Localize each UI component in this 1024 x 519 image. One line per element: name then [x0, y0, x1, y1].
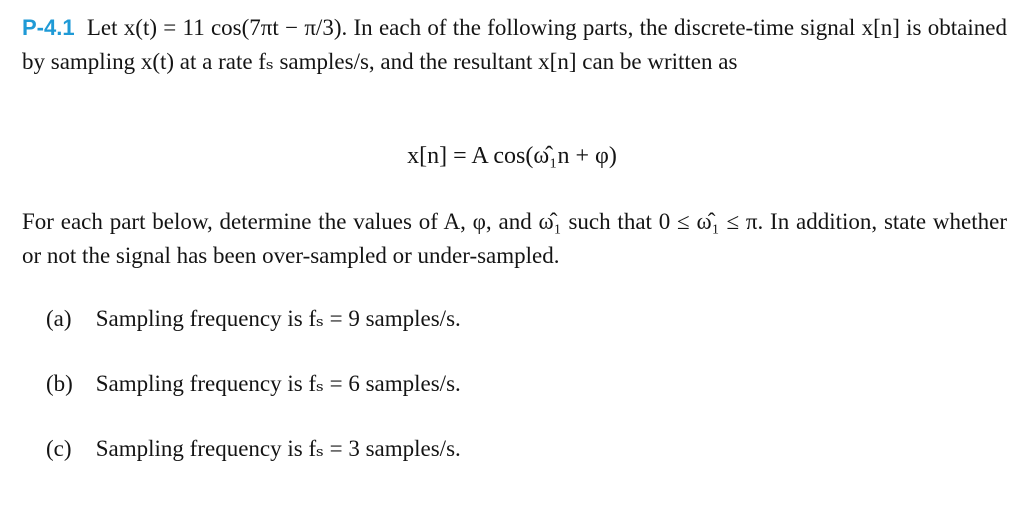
part-b [46, 367, 461, 401]
sampled-signal-equation: x[n] = A cos(ω̂₁n + φ) [407, 143, 617, 169]
part-a-tag: (a) [46, 306, 72, 331]
problem-label: P-4.1 [22, 15, 75, 40]
part-a-text: Sampling frequency is fₛ = 9 samples/s. [95, 306, 461, 331]
problem-intro [22, 11, 1007, 79]
part-c [46, 432, 461, 466]
problem-instruction: For each part below, determine the values of A, φ, and ω̂₁ such that 0 ≤ ω̂₁ ≤ π. In addition, state whether or not the signal has been over-sampled or under-sampled. [22, 209, 1007, 268]
part-b-tag: (b) [46, 371, 73, 396]
intro-text: Let x(t) = 11 cos(7πt − π/3). In each of the following parts, the discrete-time signal x[n] is obtained by sampling x(t) at a rate fₛ samples/s, and the resultant x[n] can be written as [22, 15, 1007, 74]
part-c-tag: (c) [46, 436, 72, 461]
part-b-text: Sampling frequency is fₛ = 6 samples/s. [95, 371, 461, 396]
part-c-text: Sampling frequency is fₛ = 3 samples/s. [95, 436, 461, 461]
part-a [46, 302, 461, 336]
